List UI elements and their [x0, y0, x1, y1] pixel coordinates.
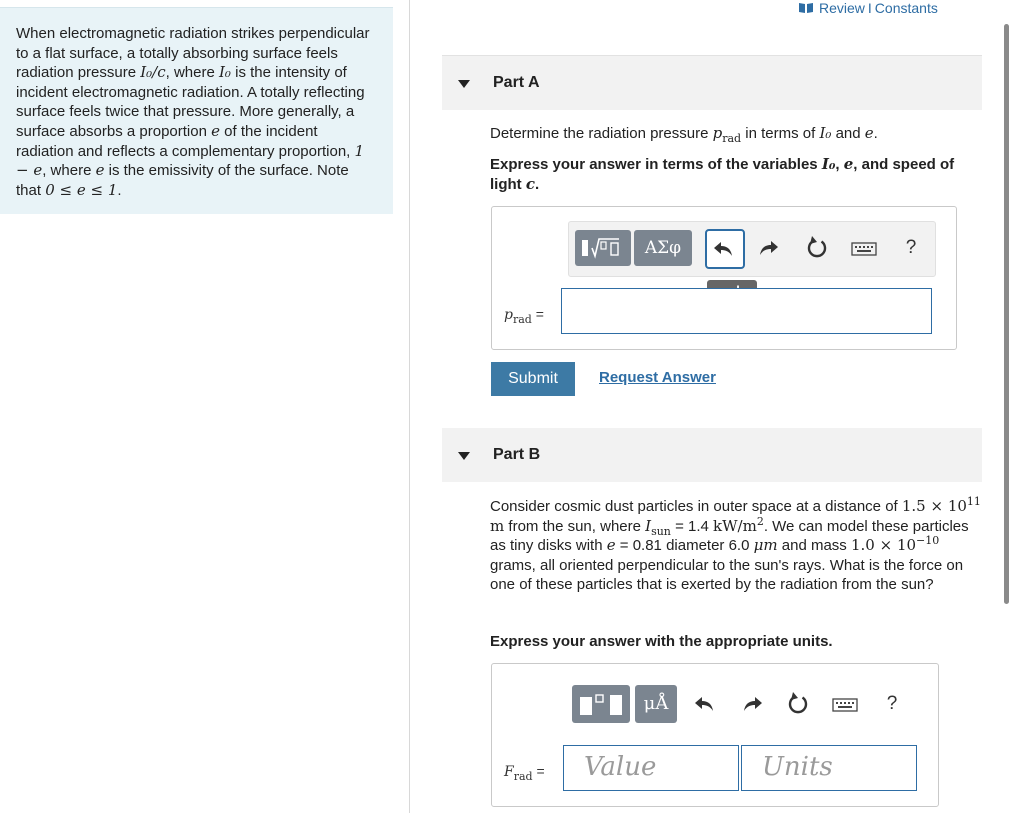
instruction-text: Express your answer in terms of the variables [490, 156, 822, 173]
review-link[interactable]: Review [819, 0, 865, 16]
question-math: 1.5 × 10 [901, 497, 967, 515]
redo-icon [754, 230, 784, 266]
part-b-header[interactable] [442, 428, 982, 482]
instruction-text: , [835, 156, 844, 173]
templates-icon [572, 685, 630, 723]
value-placeholder: Value [584, 752, 657, 782]
question-math: m [490, 516, 505, 535]
redo-icon [738, 686, 768, 722]
greek-symbols-button[interactable]: ΑΣφ [634, 230, 692, 266]
part-b-instructions [490, 632, 985, 652]
frad-label [504, 763, 545, 783]
collapse-triangle-icon[interactable] [458, 452, 470, 460]
frad-label-sub: rad [513, 769, 533, 783]
part-a-title: Part A [493, 74, 540, 91]
value-input[interactable] [563, 745, 739, 791]
question-symbol-sub: sun [651, 524, 671, 538]
question-text: and [831, 125, 865, 142]
question-symbol: e [606, 536, 616, 555]
part-a-header[interactable] [442, 56, 982, 110]
intro-symbol: I₀ [219, 63, 231, 82]
question-symbol: I₀ [819, 124, 832, 142]
question-math: 1.0 × 10 [850, 536, 917, 555]
instruction-text: Express your answer with the appropriate units. [490, 633, 833, 650]
math-toolbar [568, 221, 936, 277]
part-a-instructions [490, 155, 985, 194]
prad-label [504, 306, 544, 326]
intro-text: . [117, 181, 122, 199]
question-math: μm [753, 536, 778, 555]
units-input[interactable] [741, 745, 917, 791]
intro-symbol: 1 − e [16, 141, 365, 180]
link-separator: I [867, 0, 872, 16]
question-text: grams, all oriented perpendicular to the sun's rays. What is the force on one of these particles that is exerted by the radiation from the sun? [490, 556, 964, 594]
problem-statement [0, 7, 393, 214]
instruction-text: . [534, 175, 540, 193]
part-b-question [490, 497, 985, 595]
reset-button[interactable] [780, 686, 816, 722]
intro-symbol: 0 ≤ e ≤ 1 [45, 180, 118, 199]
question-text: from the sun, where [504, 517, 646, 535]
question-text: . We can model these particles as tiny disks with [490, 517, 969, 555]
intro-text: of the incident radiation and reflects a complementary proportion, [16, 122, 355, 160]
keyboard-icon [830, 686, 860, 722]
submit-button[interactable]: Submit [491, 362, 575, 396]
help-button[interactable]: ? [905, 237, 917, 258]
reset-button[interactable] [799, 230, 835, 266]
question-math-exp: 11 [966, 495, 981, 508]
templates-icon [575, 230, 631, 266]
intro-text: is the intensity of incident electromagnetic radiation. A totally reflecting surface feels twice that pressure. More generally, a surface absorbs a proportion [16, 64, 365, 140]
help-button[interactable]: ? [886, 693, 898, 714]
intro-text: , where [165, 64, 219, 82]
collapse-triangle-icon[interactable] [458, 80, 470, 88]
question-math: kW/m [713, 516, 757, 535]
instruction-symbol: c [525, 174, 535, 193]
question-text: = 0.81 diameter 6.0 [615, 537, 754, 555]
keyboard-icon [849, 230, 879, 266]
undo-icon [707, 231, 743, 267]
question-symbol: p [712, 124, 723, 142]
intro-text: , where [42, 162, 96, 180]
instruction-text: , and speed of light [490, 156, 955, 193]
prad-label-eq: = [535, 306, 544, 322]
templates-button[interactable] [575, 230, 631, 266]
intro-text: is the emissivity of the surface. Note that [16, 162, 349, 199]
part-a-question [490, 124, 985, 144]
reset-icon [780, 686, 816, 722]
templates-button[interactable] [572, 685, 630, 723]
constants-link[interactable]: Constants [874, 0, 938, 16]
redo-button[interactable] [754, 230, 784, 266]
question-text: Determine the radiation pressure [490, 125, 713, 142]
part-a-answer-box [491, 206, 957, 350]
scrollbar[interactable] [1004, 24, 1009, 604]
units-placeholder: Units [762, 752, 833, 782]
prad-label-symbol: p [504, 307, 513, 323]
request-answer-link[interactable]: Request Answer [599, 369, 716, 386]
keyboard-button[interactable] [849, 230, 879, 266]
question-symbol: I [645, 516, 652, 535]
question-text: = 1.4 [670, 517, 714, 535]
intro-symbol: e [95, 161, 105, 180]
reset-icon [799, 230, 835, 266]
instruction-symbol: e [843, 155, 854, 173]
redo-button[interactable] [738, 686, 768, 722]
question-text: . [873, 125, 878, 142]
question-math-exp: 2 [756, 514, 764, 528]
prad-label-sub: rad [512, 312, 532, 326]
part-b-answer-box [491, 663, 939, 807]
book-icon [798, 1, 814, 17]
keyboard-button[interactable] [830, 686, 860, 722]
intro-symbol: e [211, 121, 221, 140]
question-math-exp: −10 [916, 534, 940, 548]
undo-button[interactable] [690, 686, 720, 722]
undo-button[interactable] [705, 229, 745, 269]
frad-label-eq: = [536, 763, 545, 779]
units-button[interactable]: μÅ [635, 685, 677, 723]
undo-icon [690, 686, 720, 722]
question-text: Consider cosmic dust particles in outer space at a distance of [490, 498, 902, 515]
instruction-symbol: I₀ [821, 155, 836, 173]
panel-divider [409, 0, 410, 813]
intro-symbol: I₀/c [140, 63, 166, 82]
top-links [798, 0, 938, 17]
intro-text: When electromagnetic radiation strikes perpendicular to a flat surface, a totally absorbing surface feels radiation pressure [16, 25, 370, 82]
frad-label-symbol: F [504, 764, 514, 780]
question-symbol-sub: rad [722, 132, 742, 145]
question-symbol: e [864, 124, 874, 142]
prad-answer-input[interactable] [561, 288, 932, 334]
question-text: and mass [777, 537, 851, 555]
question-text: in terms of [741, 125, 820, 142]
part-b-title: Part B [493, 446, 541, 463]
